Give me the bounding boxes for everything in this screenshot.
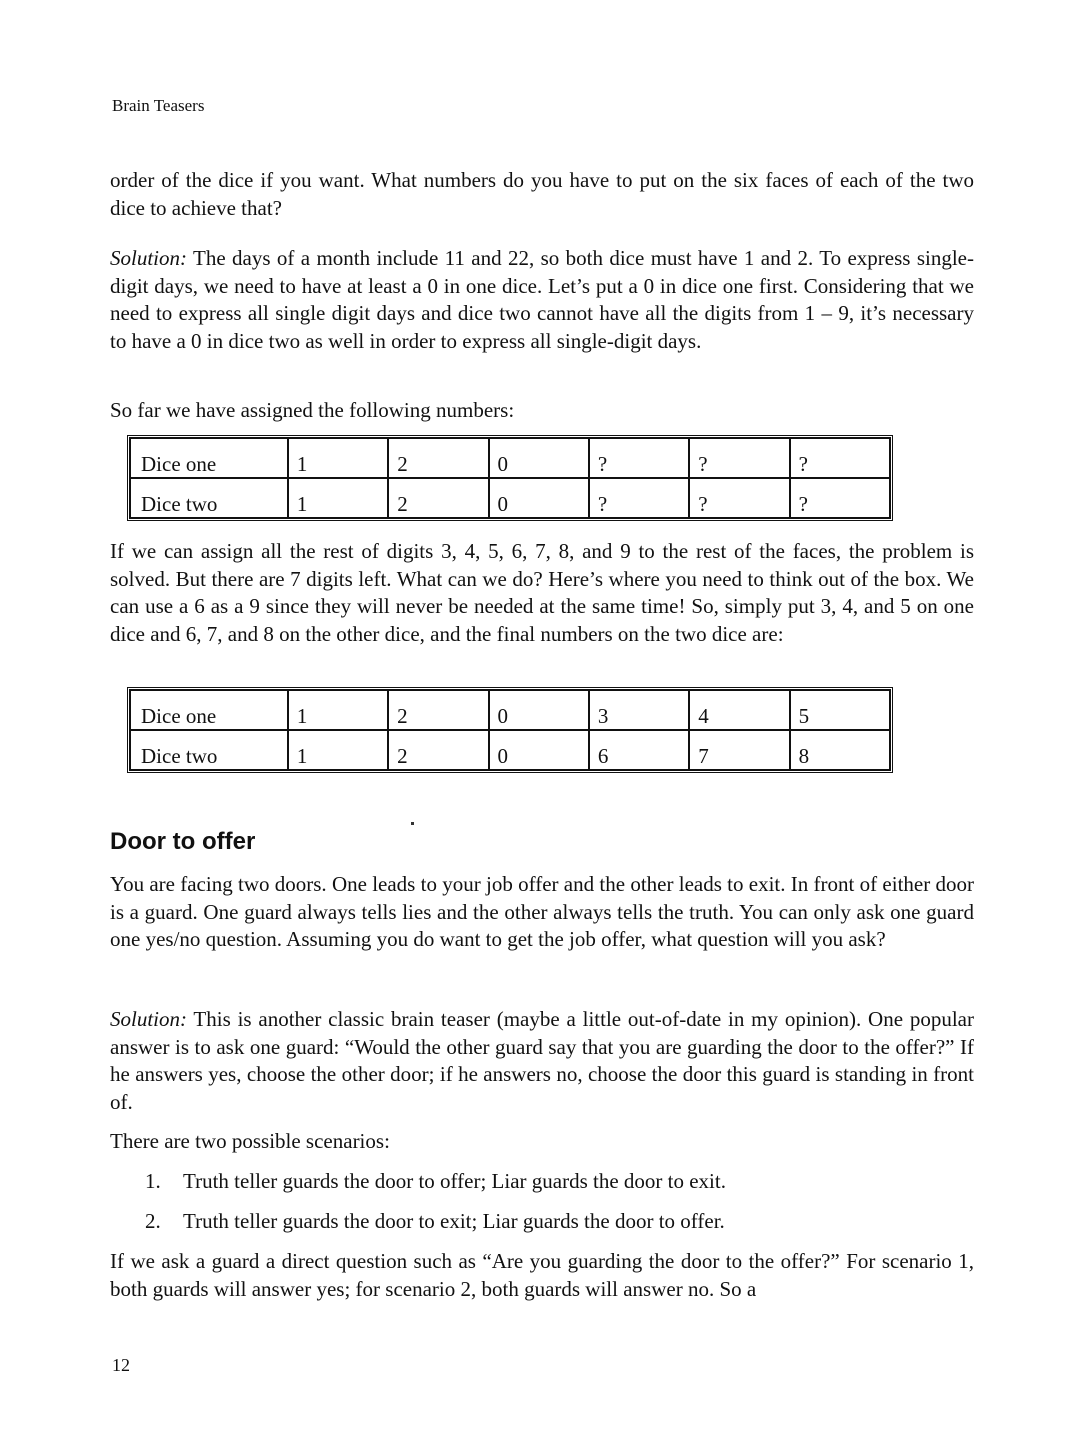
list-item [145,1208,725,1235]
face-cell: 8 [790,730,890,770]
dice-table-partial [127,435,893,521]
solution-text: This is another classic brain teaser (maybe a little out-of-date in my opinion). One popular answer is to ask one guard: “Would the other guard say that you are guarding the door to the offer?” If he answers yes, choose the other door; if he answers no, choose the door this guard is standing in front of. [110,1007,974,1114]
page-number: 12 [112,1355,130,1375]
paragraph-so-far: So far we have assigned the following numbers: [110,398,515,422]
list-number: 2. [145,1209,161,1233]
list-text: Truth teller guards the door to exit; Liar guards the door to offer. [183,1209,725,1233]
solution-label: Solution: [110,246,187,270]
table-row [130,730,890,770]
paragraph-scenarios-intro: There are two possible scenarios: [110,1129,390,1153]
face-cell: 2 [388,690,488,730]
face-cell: 1 [288,478,388,518]
paragraph-solution-door [110,1006,974,1116]
face-cell: 7 [689,730,789,770]
row-label: Dice two [130,730,288,770]
row-label: Dice one [130,438,288,478]
face-cell: 1 [288,438,388,478]
solution-text: The days of a month include 11 and 22, so both dice must have 1 and 2. To express single-digit days, we need to have at least a 0 in one dice. Let’s put a 0 in dice one first. Considering that we need to express all single digit days and dice two cannot have all the digits from 1 – 9, it’s necessary to have a 0 in dice two as well in order to express all single-digit days. [110,246,974,353]
face-cell: 6 [589,730,689,770]
row-label: Dice one [130,690,288,730]
running-head: Brain Teasers [112,96,205,115]
paragraph-intro: order of the dice if you want. What numbers do you have to put on the six faces of each of the two dice to achieve that? [110,168,974,220]
list-text: Truth teller guards the door to offer; Liar guards the door to exit. [183,1169,726,1193]
face-cell: 1 [288,730,388,770]
face-cell: 0 [489,478,589,518]
table-row [130,478,890,518]
face-cell: ? [589,478,689,518]
table-row [130,690,890,730]
face-cell: 0 [489,730,589,770]
face-cell: 2 [388,730,488,770]
stray-mark [411,822,414,825]
row-label: Dice two [130,478,288,518]
face-cell: 0 [489,438,589,478]
table-row [130,438,890,478]
dice-table-final [127,687,893,773]
list-item [145,1168,726,1195]
face-cell: 2 [388,478,488,518]
face-cell: ? [589,438,689,478]
face-cell: ? [790,438,890,478]
face-cell: ? [689,478,789,518]
solution-label: Solution: [110,1007,187,1031]
face-cell: 2 [388,438,488,478]
section-heading: Door to offer [110,828,256,855]
face-cell: ? [689,438,789,478]
paragraph-door-question: You are facing two doors. One leads to your job offer and the other leads to exit. In front of either door is a guard. One guard always tells lies and the other always tells the truth. You can only ask one guard one yes/no question. Assuming you do want to get the job offer, what question will you ask? [110,872,974,952]
face-cell: 4 [689,690,789,730]
face-cell: 0 [489,690,589,730]
paragraph-solution-dice [110,245,974,355]
face-cell: 3 [589,690,689,730]
face-cell: 5 [790,690,890,730]
paragraph-final: If we ask a guard a direct question such as “Are you guarding the door to the offer?” For scenario 1, both guards will answer yes; for scenario 2, both guards will answer no. So a [110,1249,974,1301]
paragraph-rest-digits: If we can assign all the rest of digits 3, 4, 5, 6, 7, 8, and 9 to the rest of the faces, the problem is solved. But there are 7 digits left. What can we do? Here’s where you need to think out of the box. We can use a 6 as a 9 since they will never be needed at the same time! So, simply put 3, 4, and 5 on one dice and 6, 7, and 8 on the other dice, and the final numbers on the two dice are: [110,539,974,646]
face-cell: ? [790,478,890,518]
list-number: 1. [145,1169,161,1193]
face-cell: 1 [288,690,388,730]
